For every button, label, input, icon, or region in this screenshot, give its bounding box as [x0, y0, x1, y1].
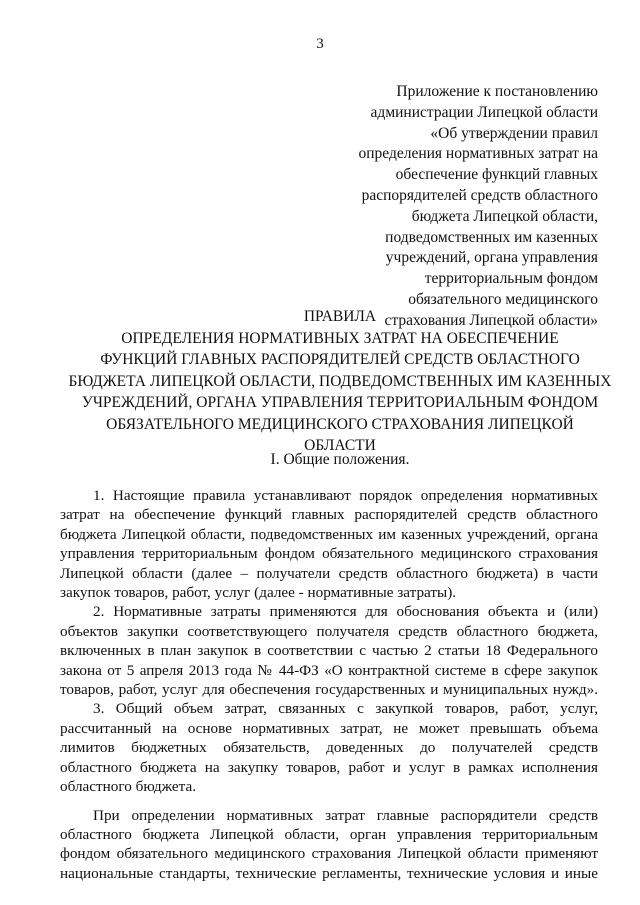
text-line: Липецкой области (далее – получатели средств областного бюджета) в части: [60, 564, 598, 582]
text-line: областного бюджета Липецкой области, орган управления территориальным: [60, 825, 598, 843]
text-line: закона от 5 апреля 2013 года № 44-ФЗ «О контрактной системе в сфере закупок: [60, 661, 598, 679]
appendix-line: бюджета Липецкой области,: [411, 207, 598, 225]
text-line: товаров, работ, услуг для обеспечения государственных и муниципальных нужд».: [60, 681, 598, 699]
appendix-line: учреждений, органа управления: [385, 249, 598, 267]
rules-heading-line: ОПРЕДЕЛЕНИЯ НОРМАТИВНЫХ ЗАТРАТ НА ОБЕСПЕЧЕНИЕ: [121, 329, 559, 347]
text-line: областного бюджета.: [60, 778, 197, 796]
appendix-line: обязательного медицинского: [408, 290, 598, 308]
text-line: управления территориальным фондом обязательного медицинского страхования: [60, 545, 598, 563]
appendix-line: распорядителей средств областного: [361, 186, 598, 204]
paragraph-3: [60, 699, 598, 796]
text-line: бюджета Липецкой области, подведомственных им казенных учреждений, органа: [60, 525, 598, 543]
text-line: областного бюджета на закупку товаров, работ и услуг в рамках исполнения: [60, 758, 598, 776]
text-line: объектов закупки соответствующего получателя средств областного бюджета,: [60, 622, 598, 640]
body-text: [60, 486, 598, 883]
text-line: 1. Настоящие правила устанавливают порядок определения нормативных: [93, 487, 598, 504]
text-line: фондом обязательного медицинского страхования Липецкой области применяют: [60, 845, 598, 863]
paragraph-2: [60, 602, 598, 699]
rules-heading-line: ПРАВИЛА: [303, 308, 377, 325]
rules-heading-line: УЧРЕЖДЕНИЙ, ОРГАНА УПРАВЛЕНИЯ ТЕРРИТОРИАЛЬНЫМ ФОНДОМ: [81, 394, 599, 411]
page-number: 3: [316, 36, 324, 52]
text-line: 3. Общий объем затрат, связанных с закупкой товаров, работ, услуг,: [93, 700, 598, 718]
rules-heading-line: ОБЯЗАТЕЛЬНОГО МЕДИЦИНСКОГО СТРАХОВАНИЯ ЛИПЕЦКОЙ: [106, 415, 574, 433]
paragraph-1: [60, 486, 598, 602]
section-title: I. Общие положения.: [270, 451, 410, 468]
text-line: затрат на обеспечение функций главных распорядителей средств областного: [60, 506, 598, 524]
text-line: национальные стандарты, технические регламенты, технические условия и иные: [60, 864, 598, 882]
rules-heading: [60, 306, 620, 457]
appendix-line: определения нормативных затрат на: [358, 145, 598, 163]
appendix-note: [298, 82, 598, 332]
appendix-line: территориальным фондом: [424, 270, 598, 288]
text-line: лимитов бюджетных обязательств, доведенных до получателей средств: [60, 739, 598, 757]
paragraph-4: [60, 806, 598, 884]
appendix-line: Приложение к постановлению: [396, 83, 598, 100]
text-line: При определении нормативных затрат главные распорядители средств: [93, 806, 598, 824]
appendix-line: «Об утверждении правил: [430, 124, 598, 142]
rules-heading-line: ОБЛАСТИ: [304, 437, 376, 454]
appendix-line: подведомственных им казенных: [385, 228, 598, 246]
text-line: закупок товаров, работ, услуг (далее - нормативные затраты).: [60, 584, 457, 602]
appendix-line: администрации Липецкой области: [370, 103, 598, 121]
rules-heading-line: ФУНКЦИЙ ГЛАВНЫХ РАСПОРЯДИТЕЛЕЙ СРЕДСТВ ОБЛАСТНОГО: [100, 351, 580, 368]
rules-heading-line: БЮДЖЕТА ЛИПЕЦКОЙ ОБЛАСТИ, ПОДВЕДОМСТВЕННЫХ ИМ КАЗЕННЫХ: [68, 372, 612, 390]
text-line: включенных в план закупок в соответствии с частью 2 статьи 18 Федерального: [60, 642, 598, 660]
appendix-line: обеспечение функций главных: [395, 166, 598, 184]
text-line: рассчитанный на основе нормативных затрат, не может превышать объема: [60, 719, 598, 737]
appendix-line: страхования Липецкой области»: [384, 311, 598, 329]
text-line: 2. Нормативные затраты применяются для обоснования объекта и (или): [93, 603, 598, 621]
